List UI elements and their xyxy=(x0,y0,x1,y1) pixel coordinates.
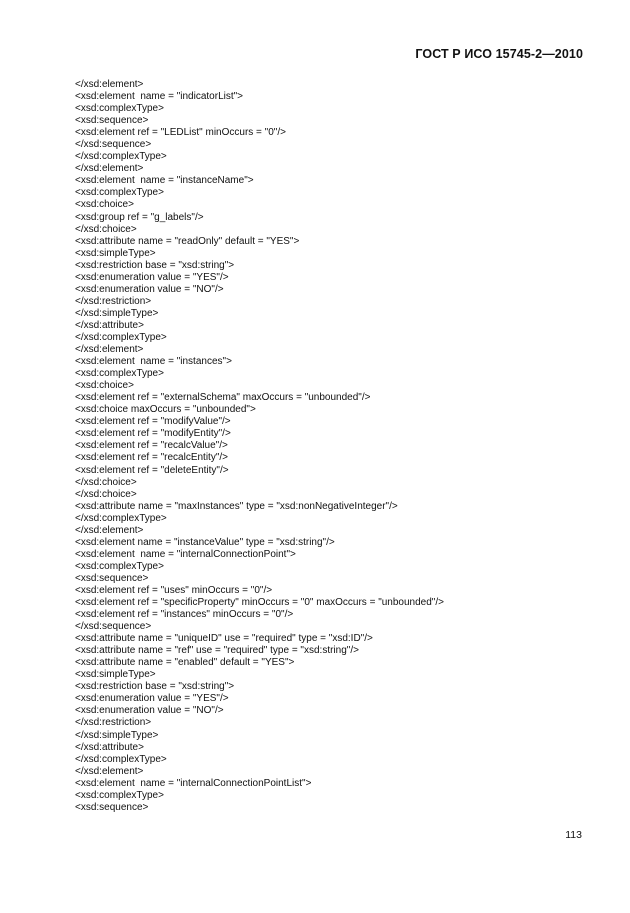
code-line: <xsd:element name = "internalConnectionPointList"> xyxy=(75,777,312,789)
code-line: <xsd:enumeration value = "YES"/> xyxy=(75,693,229,705)
page-number: 113 xyxy=(565,829,582,841)
code-line: <xsd:attribute name = "readOnly" default = "YES"> xyxy=(75,235,300,247)
code-line: <xsd:element ref = "deleteEntity"/> xyxy=(75,464,229,476)
code-line: </xsd:complexType> xyxy=(75,753,167,765)
code-line: </xsd:attribute> xyxy=(75,319,144,331)
code-line: <xsd:attribute name = "maxInstances" type = "xsd:nonNegativeInteger"/> xyxy=(75,500,398,512)
code-line: <xsd:choice maxOccurs = "unbounded"> xyxy=(75,404,256,416)
code-line: </xsd:simpleType> xyxy=(75,729,159,741)
code-line: <xsd:restriction base = "xsd:string"> xyxy=(75,259,235,271)
code-line: <xsd:element ref = "modifyEntity"/> xyxy=(75,428,231,440)
code-line: </xsd:attribute> xyxy=(75,741,144,753)
code-line: <xsd:attribute name = "enabled" default = "YES"> xyxy=(75,657,295,669)
code-line: <xsd:enumeration value = "YES"/> xyxy=(75,271,229,283)
code-line: <xsd:element ref = "recalcEntity"/> xyxy=(75,452,229,464)
code-line: </xsd:element> xyxy=(75,344,144,356)
code-line: </xsd:choice> xyxy=(75,488,137,500)
code-line: </xsd:restriction> xyxy=(75,717,152,729)
code-line: </xsd:simpleType> xyxy=(75,307,159,319)
code-line: </xsd:complexType> xyxy=(75,151,167,163)
code-line: <xsd:element name = "internalConnectionPoint"> xyxy=(75,548,296,560)
code-line: <xsd:element name = "instanceName"> xyxy=(75,175,254,187)
code-line: <xsd:sequence> xyxy=(75,115,149,127)
code-line: <xsd:complexType> xyxy=(75,368,164,380)
code-line: <xsd:element ref = "externalSchema" maxOccurs = "unbounded"/> xyxy=(75,392,371,404)
xsd-code-listing xyxy=(75,79,575,814)
code-line: </xsd:element> xyxy=(75,163,144,175)
code-line: <xsd:element ref = "recalcValue"/> xyxy=(75,440,228,452)
code-line: <xsd:complexType> xyxy=(75,789,164,801)
code-line: <xsd:enumeration value = "NO"/> xyxy=(75,283,224,295)
code-line: <xsd:choice> xyxy=(75,380,134,392)
code-line: <xsd:sequence> xyxy=(75,801,149,813)
code-line: <xsd:element ref = "specificProperty" minOccurs = "0" maxOccurs = "unbounded"/> xyxy=(75,597,444,609)
code-line: <xsd:complexType> xyxy=(75,187,164,199)
code-line: </xsd:sequence> xyxy=(75,139,152,151)
code-line: <xsd:simpleType> xyxy=(75,247,156,259)
code-line: <xsd:sequence> xyxy=(75,572,149,584)
code-line: </xsd:choice> xyxy=(75,223,137,235)
code-line: </xsd:element> xyxy=(75,524,144,536)
code-line: <xsd:choice> xyxy=(75,199,134,211)
code-line: <xsd:attribute name = "ref" use = "required" type = "xsd:string"/> xyxy=(75,645,359,657)
code-line: <xsd:element name = "indicatorList"> xyxy=(75,91,244,103)
code-line: <xsd:attribute name = "uniqueID" use = "required" type = "xsd:ID"/> xyxy=(75,633,373,645)
code-line: </xsd:element> xyxy=(75,765,144,777)
code-line: <xsd:element name = "instanceValue" type = "xsd:string"/> xyxy=(75,536,335,548)
code-line: <xsd:element name = "instances"> xyxy=(75,356,232,368)
code-line: </xsd:complexType> xyxy=(75,331,167,343)
code-line: <xsd:complexType> xyxy=(75,560,164,572)
code-line: <xsd:group ref = "g_labels"/> xyxy=(75,211,204,223)
code-line: </xsd:choice> xyxy=(75,476,137,488)
code-line: <xsd:element ref = "uses" minOccurs = "0"/> xyxy=(75,584,273,596)
code-line: <xsd:enumeration value = "NO"/> xyxy=(75,705,224,717)
code-line: <xsd:complexType> xyxy=(75,103,164,115)
code-line: <xsd:restriction base = "xsd:string"> xyxy=(75,681,235,693)
code-line: </xsd:restriction> xyxy=(75,295,152,307)
code-line: </xsd:sequence> xyxy=(75,621,152,633)
page-header-standard-id: ГОСТ Р ИСО 15745-2—2010 xyxy=(415,47,583,61)
code-line: <xsd:element ref = "modifyValue"/> xyxy=(75,416,231,428)
code-line: <xsd:element ref = "LEDList" minOccurs = "0"/> xyxy=(75,127,286,139)
code-line: </xsd:element> xyxy=(75,79,144,90)
code-line: <xsd:element ref = "instances" minOccurs = "0"/> xyxy=(75,609,294,621)
code-line: </xsd:complexType> xyxy=(75,512,167,524)
code-line: <xsd:simpleType> xyxy=(75,669,156,681)
